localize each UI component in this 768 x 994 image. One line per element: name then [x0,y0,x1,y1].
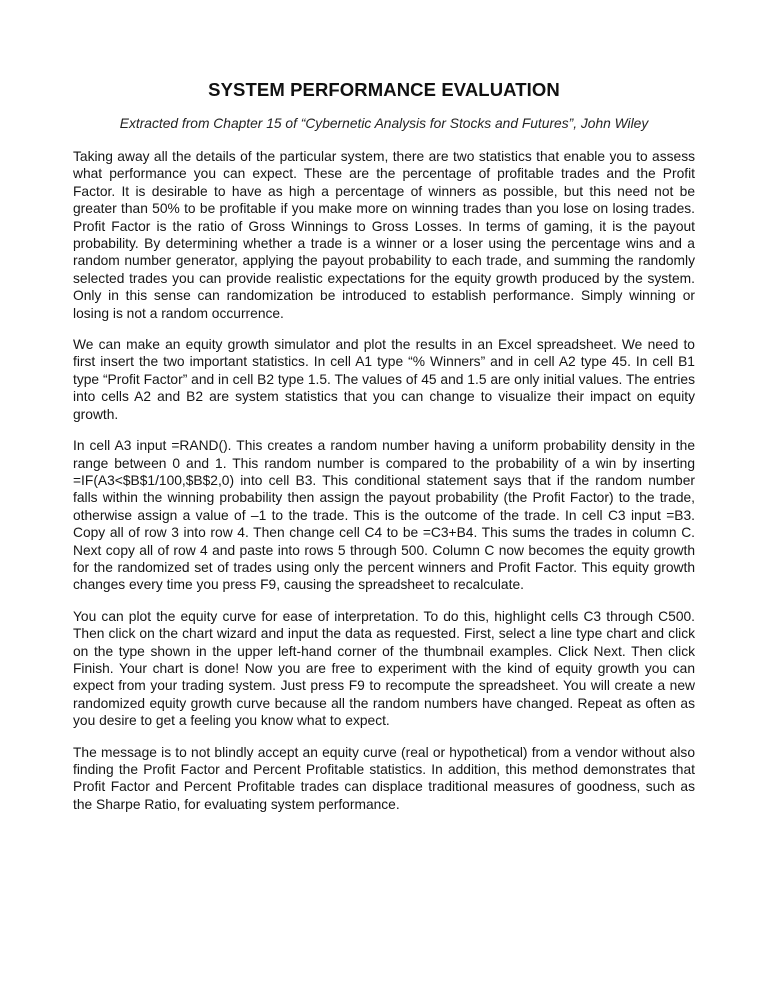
document-page [73,78,695,827]
paragraph-4: You can plot the equity curve for ease of interpretation. To do this, highlight cells C3 through C500. Then click on the chart wizard and input the data as requested. First, select a line type chart and click on the type shown in the upper left-hand corner of the thumbnail examples. Click Next. Then click Finish. Your chart is done! Now you are free to experiment with the kind of equity growth you can expect from your trading system. Just press F9 to recompute the spreadsheet. You will create a new randomized equity growth curve because all the random numbers have changed. Repeat as often as you desire to get a feeling you know what to expect. [73,608,695,729]
page-subtitle: Extracted from Chapter 15 of “Cybernetic Analysis for Stocks and Futures”, John Wiley [119,116,649,131]
paragraph-5: The message is to not blindly accept an equity curve (real or hypothetical) from a vendor without also finding the Profit Factor and Percent Profitable statistics. In addition, this method demonstrates that Profit Factor and Percent Profitable trades can displace traditional measures of goodness, such as the Sharpe Ratio, for evaluating system performance. [73,744,695,812]
paragraph-1: Taking away all the details of the particular system, there are two statistics that enable you to assess what performance you can expect. These are the percentage of profitable trades and the Profit Factor. It is desirable to have as high a percentage of winners as possible, but this need not be greater than 50% to be profitable if you make more on winning trades than you lose on losing trades. Profit Factor is the ratio of Gross Winnings to Gross Losses. In terms of gaming, it is the payout probability. By determining whether a trade is a winner or a loser using the percentage wins and a random number generator, applying the payout probability to each trade, and summing the randomly selected trades you can provide realistic expectations for the equity growth produced by the system. Only in this sense can randomization be introduced to establish performance. Simply winning or losing is not a random occurrence. [73,149,695,321]
page-title: SYSTEM PERFORMANCE EVALUATION [208,79,560,100]
paragraph-3: In cell A3 input =RAND(). This creates a random number having a uniform probability density in the range between 0 and 1. This random number is compared to the probability of a win by inserting =IF(A3<$B$1/100,$B$2,0) into cell B3. This conditional statement says that if the random number falls within the winning probability then assign the payout probability (the Profit Factor) to the trade, otherwise assign a value of –1 to the trade. This is the outcome of the trade. In cell C3 input =B3. Copy all of row 3 into row 4. Then change cell C4 to be =C3+B4. This sums the trades in column C. Next copy all of row 4 and paste into rows 5 through 500. Column C now becomes the equity growth for the randomized set of trades using only the percent winners and Profit Factor. This equity growth changes every time you press F9, causing the spreadsheet to recalculate. [73,438,695,593]
paragraph-2: We can make an equity growth simulator and plot the results in an Excel spreadsheet. We need to first insert the two important statistics. In cell A1 type “% Winners” and in cell A2 type 45. In cell B1 type “Profit Factor” and in cell B2 type 1.5. The values of 45 and 1.5 are only initial values. The entries into cells A2 and B2 are system statistics that you can change to visualize their impact on equity growth. [73,337,695,422]
